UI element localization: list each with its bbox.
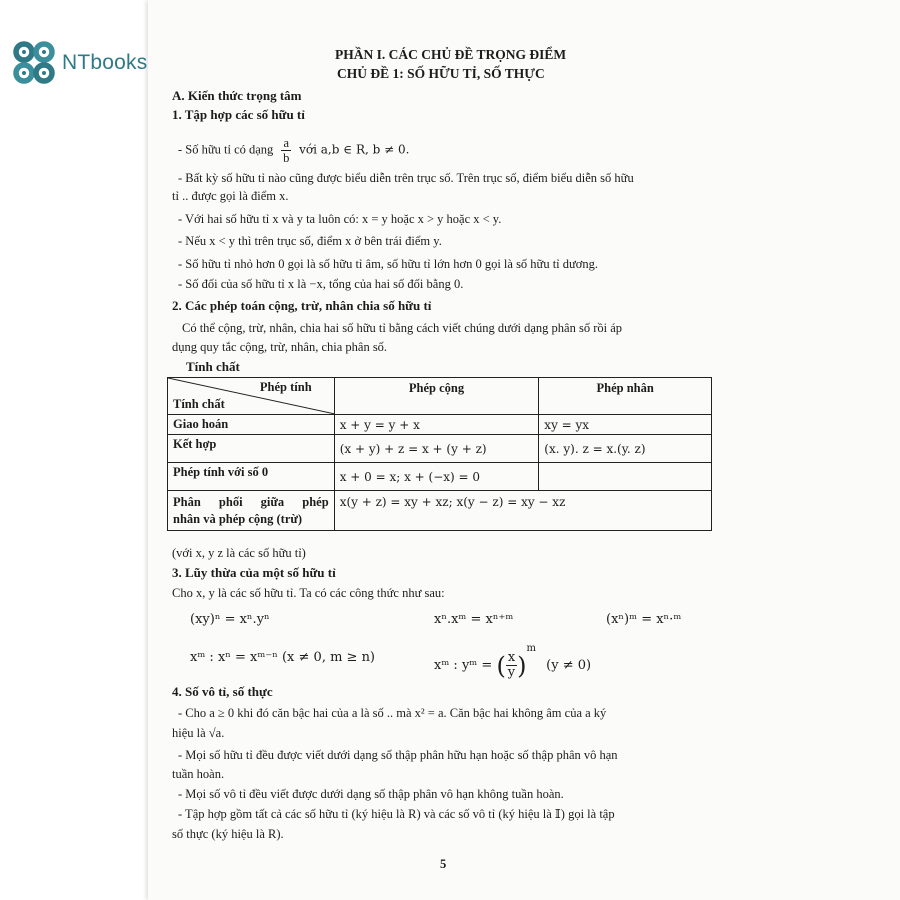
row-name-zero: Phép tính với số 0 — [168, 463, 335, 491]
table-row — [168, 463, 712, 491]
formula-product-power: (xy)ⁿ = xⁿ.yⁿ — [190, 612, 270, 627]
quotient-condition: (y ≠ 0) — [546, 657, 592, 673]
row-name-commutative: Giao hoán — [168, 415, 335, 435]
s4-line1b: hiệu là √a. — [172, 726, 225, 740]
s1-heading: 1. Tập hợp các số hữu tỉ — [172, 107, 305, 122]
s1-line1-post: với a,b ∈ R, b ≠ 0. — [299, 142, 410, 157]
quotient-exponent: m — [526, 643, 537, 654]
s4-line1: - Cho a ≥ 0 khi đó căn bậc hai của a là số .. mà x² = a. Căn bậc hai không âm của a ký — [178, 706, 607, 720]
topic-title: CHỦ ĐỀ 1: SỐ HỮU TỈ, SỐ THỰC — [337, 66, 545, 81]
cell-mul-associative: (x. y). z = x.(y. z) — [539, 435, 712, 463]
table-header-row — [168, 378, 712, 415]
properties-table — [167, 377, 712, 531]
part-title: PHẦN I. CÁC CHỦ ĐỀ TRỌNG ĐIỂM — [335, 47, 567, 62]
s2-para-cont: dụng quy tắc cộng, trừ, nhân, chia phân số. — [172, 340, 388, 354]
s4-heading: 4. Số vô tỉ, số thực — [172, 684, 273, 699]
brand-name: NTbooks — [62, 51, 148, 74]
table-corner-cell — [168, 378, 335, 415]
cell-add-associative: (x + y) + z = x + (y + z) — [334, 435, 539, 463]
fraction-a-over-b — [281, 136, 291, 165]
cell-mul-commutative: xy = yx — [539, 415, 712, 435]
left-margin — [0, 0, 148, 900]
cell-add-zero: x + 0 = x; x + (−x) = 0 — [334, 463, 539, 491]
row-name-distributive-2: nhân và phép cộng (trừ) — [173, 511, 303, 526]
s2-para: Có thể cộng, trừ, nhân, chia hai số hữu tỉ bằng cách viết chúng dưới dạng phân số rồi áp — [182, 321, 623, 335]
formula-quotient-power — [434, 641, 591, 681]
col-header-add: Phép cộng — [334, 378, 539, 415]
s1-line5: - Số hữu tỉ nhỏ hơn 0 gọi là số hữu tỉ âm, số hữu tỉ lớn hơn 0 gọi là số hữu tỉ dương. — [178, 257, 599, 271]
fraction-denominator: b — [283, 151, 290, 165]
table-row — [168, 491, 712, 531]
quotient-denominator: y — [507, 665, 516, 680]
formula-divide-powers: xᵐ : xⁿ = xᵐ⁻ⁿ (x ≠ 0, m ≥ n) — [190, 650, 376, 665]
cell-distributive: x(y + z) = xy + xz; x(y − z) = xy − xz — [334, 491, 711, 531]
properties-label: Tính chất — [186, 359, 240, 374]
corner-top-label: Phép tính — [259, 380, 312, 394]
quotient-lhs: xᵐ : yᵐ = — [434, 657, 493, 673]
fraction-numerator: a — [283, 136, 289, 150]
row-name-distributive-1: Phân phối giữa phép — [173, 494, 329, 509]
row-name-associative: Kết hợp — [168, 435, 335, 463]
cell-add-commutative: x + y = y + x — [334, 415, 539, 435]
s1-line1 — [178, 136, 409, 165]
s3-heading: 3. Lũy thừa của một số hữu tỉ — [172, 565, 336, 580]
s2-heading: 2. Các phép toán cộng, trừ, nhân chia số hữu tỉ — [172, 298, 432, 313]
fraction-x-over-y — [506, 651, 517, 680]
s1-line4: - Nếu x < y thì trên trục số, điểm x ở bên trái điểm y. — [178, 234, 442, 248]
formula-multiply-powers: xⁿ.xᵐ = xⁿ⁺ᵐ — [434, 612, 514, 627]
section-a-heading: A. Kiến thức trọng tâm — [172, 88, 302, 103]
ntbooks-logo-icon — [10, 40, 60, 86]
s4-line3: - Mọi số vô tỉ đều viết được dưới dạng số thập phân vô hạn không tuần hoàn. — [178, 787, 564, 801]
table-note: (với x, y z là các số hữu tỉ) — [172, 546, 306, 560]
page-number: 5 — [440, 857, 447, 871]
cell-mul-zero — [539, 463, 712, 491]
formula-power-of-power: (xⁿ)ᵐ = xⁿ·ᵐ — [606, 612, 682, 627]
table-row — [168, 435, 712, 463]
s4-line2: - Mọi số hữu tỉ đều được viết dưới dạng số thập phân hữu hạn hoặc số thập phân vô hạn — [178, 748, 618, 762]
quotient-numerator: x — [507, 650, 516, 665]
brand-logo — [10, 40, 147, 86]
paren-open-icon: ( — [496, 651, 506, 680]
table-row — [168, 415, 712, 435]
row-name-distributive — [168, 491, 335, 531]
col-header-mul: Phép nhân — [539, 378, 712, 415]
s3-intro: Cho x, y là các số hữu tỉ. Ta có các công thức như sau: — [172, 586, 445, 600]
s4-line4b: số thực (ký hiệu là R). — [172, 827, 284, 841]
s1-line3: - Với hai số hữu tỉ x và y ta luôn có: x = y hoặc x > y hoặc x < y. — [178, 212, 502, 226]
paren-close-icon: ) — [517, 651, 527, 680]
s4-line2b: tuần hoàn. — [172, 767, 225, 781]
s1-line6: - Số đối của số hữu tỉ x là −x, tổng của hai số đối bằng 0. — [178, 277, 464, 291]
s1-line2: - Bất kỳ số hữu tỉ nào cũng được biểu diễn trên trục số. Trên trục số, điểm biểu diễn số hữu — [178, 171, 634, 185]
s1-line1-pre: - Số hữu tỉ có dạng — [178, 142, 274, 157]
corner-bottom-label: Tính chất — [173, 397, 225, 411]
s1-line2b: tỉ .. được gọi là điểm x. — [172, 189, 289, 203]
s4-line4: - Tập hợp gồm tất cả các số hữu tỉ (ký hiệu là R) và các số vô tỉ (ký hiệu là 𝕀) gọi là tập — [178, 807, 615, 821]
